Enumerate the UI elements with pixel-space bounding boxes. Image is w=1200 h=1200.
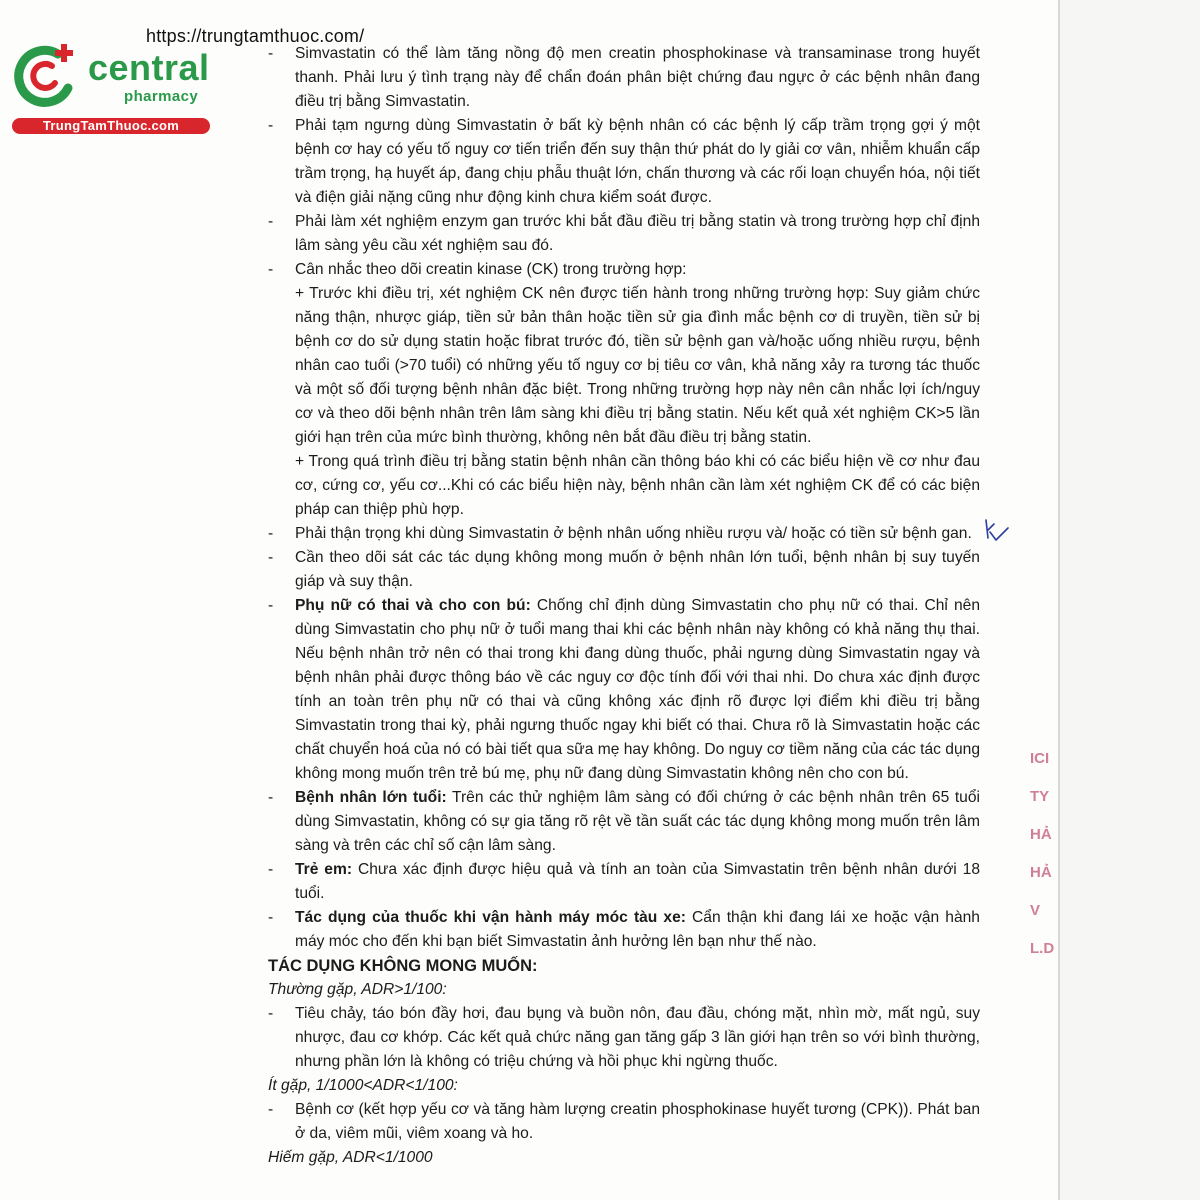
bullet-dash: -: [268, 525, 274, 542]
bullet-dash: -: [268, 45, 274, 62]
item-text: Phải làm xét nghiệm enzym gan trước khi bắt đầu điều trị bằng statin và trong trường hợp chỉ định lâm sàng yêu cầu xét nghiệm sau đó.: [295, 213, 980, 254]
bullet-dash: -: [268, 909, 274, 926]
frequency-label: Hiếm gặp, ADR<1/1000: [268, 1149, 433, 1166]
item-text: Phải thận trọng khi dùng Simvastatin ở bệnh nhân uống nhiều rượu và/ hoặc có tiền sử bệnh gan.: [295, 525, 972, 542]
item-text: Cần theo dõi sát các tác dụng không mong muốn ở bệnh nhân lớn tuổi, bệnh nhân bị suy tuyến giáp và suy thận.: [295, 549, 980, 590]
list-item: [268, 858, 980, 906]
page-edge: [1058, 0, 1060, 1200]
pharmacy-logo-icon: [8, 40, 78, 110]
item-label: Phụ nữ có thai và cho con bú:: [295, 597, 531, 614]
list-item: [268, 210, 980, 258]
logo-brand: central: [88, 47, 210, 88]
list-item: [268, 786, 980, 858]
item-text: Phải tạm ngưng dùng Simvastatin ở bất kỳ bệnh nhân có các bệnh lý cấp trầm trọng gợi ý một bệnh cơ hay có yếu tố nguy cơ tiến triển đến suy thận thứ phát do ly giải cơ vân, nhiễm khuẩn cấp trầm trọng, hạ huyết áp, đang chịu phẫu thuật lớn, chấn thương và các rối loạn chuyển hóa, nội tiết và điện giải nặng cũng như động kinh chưa kiểm soát được.: [295, 117, 980, 206]
item-text: Chống chỉ định dùng Simvastatin cho phụ nữ có thai. Chỉ nên dùng Simvastatin cho phụ nữ ở tuổi mang thai khi các bệnh nhân này không có khả năng thụ thai. Nếu bệnh nhân trở nên có thai trong khi đang dùng thuốc, phải ngưng dùng Simvastatin ngay và bệnh nhân phải được thông báo về các nguy cơ độc tính đối với thai nhi. Do chưa xác định được tính an toàn trên phụ nữ có thai và cũng không xác định rõ được lợi điểm khi điều trị bằng Simvastatin trong thai kỳ, phải ngưng thuốc ngay khi biết có thai. Chưa rõ là Simvastatin hoặc các chất chuyển hoá của nó có bài tiết qua sữa mẹ hay không. Do nguy cơ tiềm năng của các tác dụng không mong muốn trên trẻ bú mẹ, phụ nữ đang dùng Simvastatin không nên cho con bú.: [295, 597, 980, 782]
item-text: Trên các thử nghiệm lâm sàng có đối chứng ở các bệnh nhân trên 65 tuổi dùng Simvastatin, không có sự gia tăng rõ rệt về tần suất các tác dụng không mong muốn trên lâm sàng và trên các chỉ số cận lâm sàng.: [295, 789, 980, 854]
stamp-line: V: [1030, 902, 1041, 919]
bullet-dash: -: [268, 861, 274, 878]
logo-subtitle: pharmacy: [124, 88, 199, 105]
list-item: [268, 594, 980, 786]
bullet-dash: -: [268, 597, 274, 614]
stamp-line: ICI: [1030, 750, 1050, 767]
item-text: Tiêu chảy, táo bón đầy hơi, đau bụng và buồn nôn, đau đầu, chóng mặt, nhìn mờ, mất ngủ, suy nhược, đau cơ khớp. Các kết quả chức năng gan tăng gấp 3 lần giới hạn trên so với bình thường, nhưng phần lớn là không có triệu chứng và hồi phục khi ngừng thuốc.: [295, 1005, 980, 1070]
bullet-dash: -: [268, 117, 274, 134]
logo-banner: TrungTamThuoc.com: [12, 118, 210, 134]
bullet-dash: -: [268, 1005, 274, 1022]
section-heading: TÁC DỤNG KHÔNG MONG MUỐN:: [268, 957, 538, 975]
list-item: [268, 1002, 980, 1074]
stamp-line: TY: [1030, 788, 1050, 805]
item-text: Chưa xác định được hiệu quả và tính an toàn của Simvastatin trên bệnh nhân dưới 18 tuổi.: [295, 861, 981, 902]
list-item: [268, 906, 980, 954]
bullet-dash: -: [268, 1101, 274, 1118]
handwritten-mark-icon: [982, 516, 1012, 548]
bullet-dash: -: [268, 213, 274, 230]
item-text: Bệnh cơ (kết hợp yếu cơ và tăng hàm lượng creatin phosphokinase huyết tương (CPK)). Phát ban ở da, viêm mũi, viêm xoang và ho.: [295, 1101, 980, 1142]
item-text: Cẩn thận khi đang lái xe hoặc vận hành máy móc cho đến khi bạn biết Simvastatin ảnh hưởng lên bạn như thế nào.: [295, 909, 980, 950]
document-body: [268, 42, 980, 1170]
list-item: [268, 114, 980, 210]
list-item: [268, 546, 980, 594]
stamp-line: HẢ: [1030, 864, 1052, 881]
bullet-dash: -: [268, 549, 274, 566]
sub-item: + Trong quá trình điều trị bằng statin bệnh nhân cần thông báo khi có các biểu hiện về cơ như đau cơ, cứng cơ, yếu cơ...Khi có các biểu hiện này, bệnh nhân cần làm xét nghiệm CK để có các biện pháp can thiệp phù hợp.: [295, 453, 980, 518]
stamp-line: L.D: [1030, 940, 1055, 957]
item-text: Cân nhắc theo dõi creatin kinase (CK) trong trường hợp:: [295, 261, 687, 278]
bullet-dash: -: [268, 789, 274, 806]
frequency-label: Ít gặp, 1/1000<ADR<1/100:: [268, 1077, 458, 1094]
sub-item: + Trước khi điều trị, xét nghiệm CK nên được tiến hành trong những trường hợp: Suy giảm chức năng thận, nhược giáp, tiền sử bản thân hoặc tiền sử gia đình mắc bệnh cơ di truyền, tiền sử bị bệnh cơ do sử dụng statin hoặc fibrat trước đó, tiền sử bệnh gan và/hoặc uống nhiều rượu, bệnh nhân cao tuổi (>70 tuổi) có những yếu tố nguy cơ bị tiêu cơ vân, khả năng xảy ra tương tác thuốc và một số đối tượng bệnh nhân đặc biệt. Trong những trường hợp này nên cân nhắc lợi ích/nguy cơ và theo dõi bệnh nhân trên lâm sàng khi điều trị bằng statin. Nếu kết quả xét nghiệm CK>5 lần giới hạn trên của mức bình thường, không nên bắt đầu điều trị bằng statin.: [295, 285, 980, 446]
item-label: Tác dụng của thuốc khi vận hành máy móc tàu xe:: [295, 909, 686, 926]
item-label: Bệnh nhân lớn tuổi:: [295, 789, 447, 806]
list-item: [268, 42, 980, 114]
list-item: [268, 1098, 980, 1146]
frequency-label: Thường gặp, ADR>1/100:: [268, 981, 447, 998]
bullet-dash: -: [268, 261, 274, 278]
logo-url[interactable]: https://trungtamthuoc.com/: [146, 26, 365, 46]
list-item: [268, 258, 980, 282]
stamp-line: HẢ: [1030, 826, 1052, 843]
item-text: Simvastatin có thể làm tăng nồng độ men creatin phosphokinase và transaminase trong huyết thanh. Phải lưu ý tình trạng này để chẩn đoán phân biệt chứng đau ngực ở các bệnh nhân đang điều trị bằng Simvastatin.: [295, 45, 980, 110]
stamp-fragment: [1030, 740, 1070, 957]
item-label: Trẻ em:: [295, 861, 353, 878]
adjacent-page-shade: [1060, 0, 1200, 1200]
list-item: [268, 522, 980, 546]
